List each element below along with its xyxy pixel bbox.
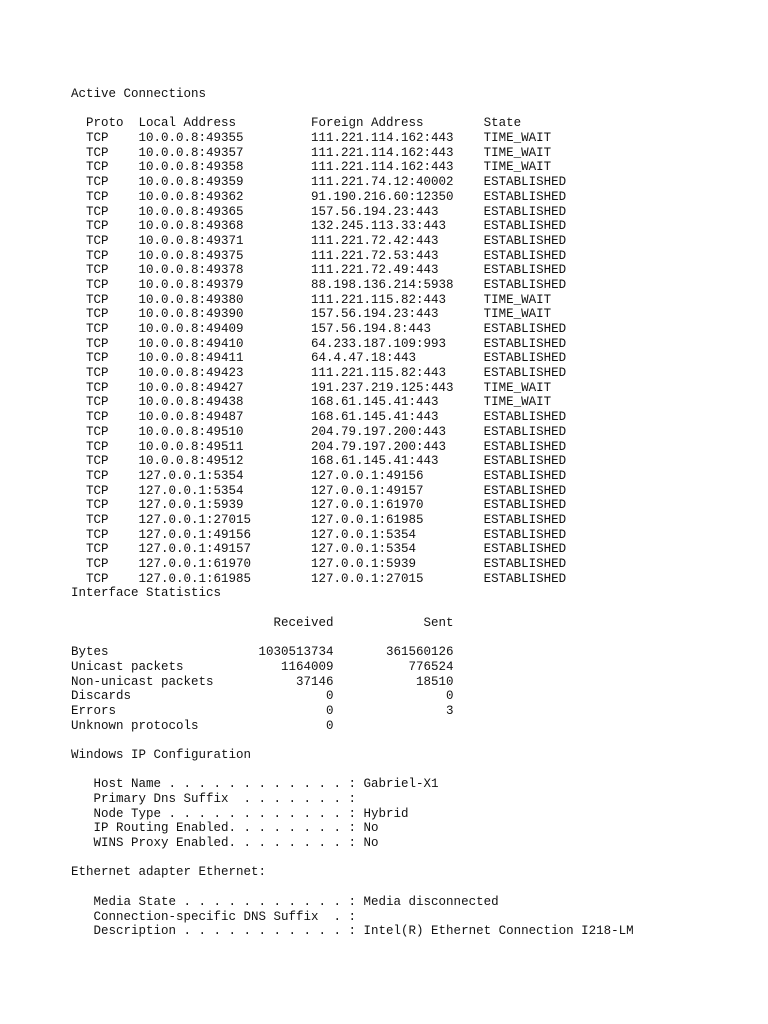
- console-line: Discards 0 0: [71, 689, 454, 704]
- console-line: TCP 10.0.0.8:49510 204.79.197.200:443 ESTABLISHED: [71, 424, 567, 439]
- console-line: TCP 127.0.0.1:5939 127.0.0.1:61970 ESTABLISHED: [71, 498, 567, 513]
- console-line: TCP 10.0.0.8:49362 91.190.216.60:12350 ESTABLISHED: [71, 189, 567, 204]
- console-line: Active Connections: [71, 87, 207, 101]
- console-line: Unicast packets 1164009 776524: [71, 659, 454, 674]
- console-line: TCP 10.0.0.8:49358 111.221.114.162:443 TIME_WAIT: [71, 160, 552, 175]
- console-line: TCP 10.0.0.8:49411 64.4.47.18:443 ESTABLISHED: [71, 351, 567, 366]
- console-line: TCP 10.0.0.8:49390 157.56.194.23:443 TIME_WAIT: [71, 307, 552, 322]
- console-line: TCP 127.0.0.1:61985 127.0.0.1:27015 ESTABLISHED: [71, 571, 567, 586]
- console-line: Interface Statistics: [71, 586, 222, 601]
- console-line: Received Sent: [71, 615, 454, 630]
- console-line: TCP 10.0.0.8:49423 111.221.115.82:443 ESTABLISHED: [71, 366, 567, 381]
- console-line: TCP 10.0.0.8:49427 191.237.219.125:443 TIME_WAIT: [71, 380, 552, 395]
- console-line: TCP 10.0.0.8:49359 111.221.74.12:40002 ESTABLISHED: [71, 175, 567, 190]
- console-line: TCP 127.0.0.1:49156 127.0.0.1:5354 ESTABLISHED: [71, 527, 567, 542]
- console-line: TCP 127.0.0.1:49157 127.0.0.1:5354 ESTABLISHED: [71, 542, 567, 557]
- console-line: TCP 10.0.0.8:49368 132.245.113.33:443 ESTABLISHED: [71, 219, 567, 234]
- console-line: WINS Proxy Enabled. . . . . . . . : No: [71, 836, 379, 851]
- console-line: Media State . . . . . . . . . . . : Media disconnected: [71, 894, 499, 909]
- console-line: TCP 10.0.0.8:49410 64.233.187.109:993 ESTABLISHED: [71, 336, 567, 351]
- console-line: [71, 763, 634, 778]
- console-line: Windows IP Configuration: [71, 747, 252, 762]
- console-line: Proto Local Address Foreign Address State: [71, 116, 522, 131]
- console-line: Primary Dns Suffix . . . . . . . :: [71, 792, 357, 806]
- console-line: [71, 733, 634, 748]
- console-line: Unknown protocols 0: [71, 718, 334, 733]
- console-line: TCP 10.0.0.8:49357 111.221.114.162:443 TIME_WAIT: [71, 145, 552, 160]
- console-line: TCP 10.0.0.8:49511 204.79.197.200:443 ESTABLISHED: [71, 439, 567, 454]
- console-line: Host Name . . . . . . . . . . . . : Gabriel-X1: [71, 777, 439, 792]
- console-line: TCP 127.0.0.1:61970 127.0.0.1:5939 ESTABLISHED: [71, 557, 567, 571]
- console-line: Ethernet adapter Ethernet:: [71, 865, 267, 880]
- console-line: TCP 10.0.0.8:49438 168.61.145.41:443 TIME_WAIT: [71, 395, 552, 410]
- console-line: [71, 851, 634, 866]
- console-line: TCP 10.0.0.8:49379 88.198.136.214:5938 ESTABLISHED: [71, 277, 567, 292]
- console-line: Node Type . . . . . . . . . . . . : Hybrid: [71, 806, 409, 821]
- console-line: TCP 10.0.0.8:49365 157.56.194.23:443 ESTABLISHED: [71, 204, 567, 219]
- console-line: Errors 0 3: [71, 703, 454, 718]
- console-line: TCP 127.0.0.1:5354 127.0.0.1:49157 ESTABLISHED: [71, 483, 567, 498]
- console-line: Connection-specific DNS Suffix . :: [71, 909, 357, 924]
- console-line: [71, 880, 634, 895]
- console-line: Non-unicast packets 37146 18510: [71, 674, 454, 689]
- console-line: TCP 10.0.0.8:49355 111.221.114.162:443 TIME_WAIT: [71, 131, 552, 146]
- console-line: TCP 127.0.0.1:27015 127.0.0.1:61985 ESTABLISHED: [71, 512, 567, 527]
- console-output: [71, 87, 634, 939]
- console-line: IP Routing Enabled. . . . . . . . : No: [71, 821, 379, 836]
- console-line: TCP 127.0.0.1:5354 127.0.0.1:49156 ESTABLISHED: [71, 468, 567, 483]
- console-line: TCP 10.0.0.8:49371 111.221.72.42:443 ESTABLISHED: [71, 233, 567, 248]
- console-line: TCP 10.0.0.8:49378 111.221.72.49:443 ESTABLISHED: [71, 263, 567, 278]
- console-line: Description . . . . . . . . . . . : Intel(R) Ethernet Connection I218-LM: [71, 924, 634, 939]
- console-line: [71, 102, 634, 117]
- console-line: TCP 10.0.0.8:49512 168.61.145.41:443 ESTABLISHED: [71, 454, 567, 469]
- console-line: TCP 10.0.0.8:49375 111.221.72.53:443 ESTABLISHED: [71, 248, 567, 263]
- console-line: Bytes 1030513734 361560126: [71, 645, 454, 660]
- console-line: [71, 601, 634, 616]
- console-line: [71, 630, 634, 645]
- console-line: TCP 10.0.0.8:49487 168.61.145.41:443 ESTABLISHED: [71, 410, 567, 425]
- console-line: TCP 10.0.0.8:49380 111.221.115.82:443 TIME_WAIT: [71, 292, 552, 307]
- console-line: TCP 10.0.0.8:49409 157.56.194.8:443 ESTABLISHED: [71, 322, 567, 336]
